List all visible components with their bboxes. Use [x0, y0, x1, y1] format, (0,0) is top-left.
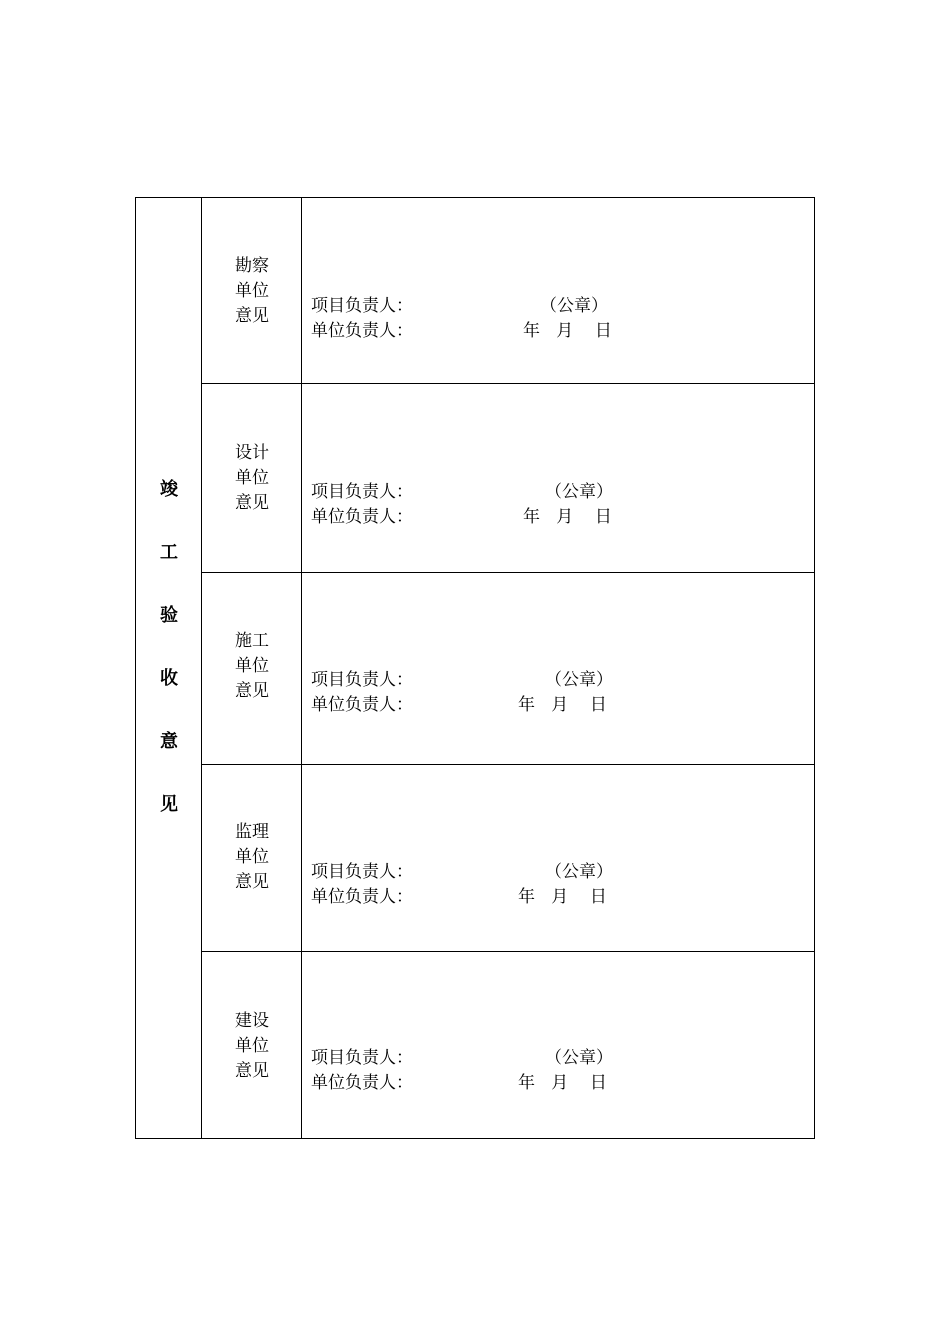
opinion-content[interactable]: [302, 384, 814, 572]
unit-leader-label: 单位负责人：: [311, 507, 413, 527]
date-label: 年 月 日: [523, 321, 612, 341]
unit-name: 建设: [235, 1011, 269, 1031]
official-seal-label: （公章）: [545, 670, 613, 690]
section-title-column: [136, 198, 202, 1138]
opinion-content[interactable]: [302, 952, 814, 1139]
opinion-suffix: 意见: [235, 306, 269, 326]
unit-leader-label: 单位负责人：: [311, 887, 413, 907]
unit-suffix: 单位: [235, 468, 269, 488]
unit-name: 设计: [235, 443, 269, 463]
row-label: [202, 198, 302, 383]
project-leader-label: 项目负责人：: [311, 862, 413, 882]
opinion-row-construction: [202, 572, 814, 764]
section-title-char: 竣: [160, 479, 178, 500]
row-label: [202, 765, 302, 951]
section-title-char: 见: [160, 794, 178, 815]
unit-suffix: 单位: [235, 656, 269, 676]
project-leader-label: 项目负责人：: [311, 1048, 413, 1068]
opinion-content[interactable]: [302, 765, 814, 951]
date-label: 年 月 日: [523, 507, 612, 527]
project-leader-label: 项目负责人：: [311, 670, 413, 690]
section-title-char: 收: [160, 668, 178, 689]
official-seal-label: （公章）: [545, 482, 613, 502]
opinion-row-design: [202, 383, 814, 572]
unit-leader-label: 单位负责人：: [311, 1073, 413, 1093]
official-seal-label: （公章）: [540, 296, 608, 316]
section-title-char: 意: [160, 731, 178, 752]
opinion-content[interactable]: [302, 198, 814, 383]
unit-suffix: 单位: [235, 281, 269, 301]
unit-suffix: 单位: [235, 847, 269, 867]
opinion-suffix: 意见: [235, 681, 269, 701]
acceptance-form-table: [135, 197, 815, 1139]
date-label: 年 月 日: [518, 887, 607, 907]
opinion-row-survey: [202, 198, 814, 383]
project-leader-label: 项目负责人：: [311, 482, 413, 502]
opinion-suffix: 意见: [235, 493, 269, 513]
unit-name: 施工: [235, 631, 269, 651]
row-label: [202, 573, 302, 764]
date-label: 年 月 日: [518, 695, 607, 715]
opinion-suffix: 意见: [235, 1061, 269, 1081]
section-title-char: 工: [160, 542, 178, 563]
official-seal-label: （公章）: [545, 1048, 613, 1068]
unit-suffix: 单位: [235, 1036, 269, 1056]
row-label: [202, 952, 302, 1139]
unit-name: 监理: [235, 822, 269, 842]
project-leader-label: 项目负责人：: [311, 296, 413, 316]
opinion-suffix: 意见: [235, 872, 269, 892]
unit-leader-label: 单位负责人：: [311, 321, 413, 341]
official-seal-label: （公章）: [545, 862, 613, 882]
opinion-content[interactable]: [302, 573, 814, 764]
unit-leader-label: 单位负责人：: [311, 695, 413, 715]
section-title-char: 验: [160, 605, 178, 626]
opinion-row-supervision: [202, 764, 814, 951]
date-label: 年 月 日: [518, 1073, 607, 1093]
row-label: [202, 384, 302, 572]
unit-name: 勘察: [235, 256, 269, 276]
opinion-row-owner: [202, 951, 814, 1139]
